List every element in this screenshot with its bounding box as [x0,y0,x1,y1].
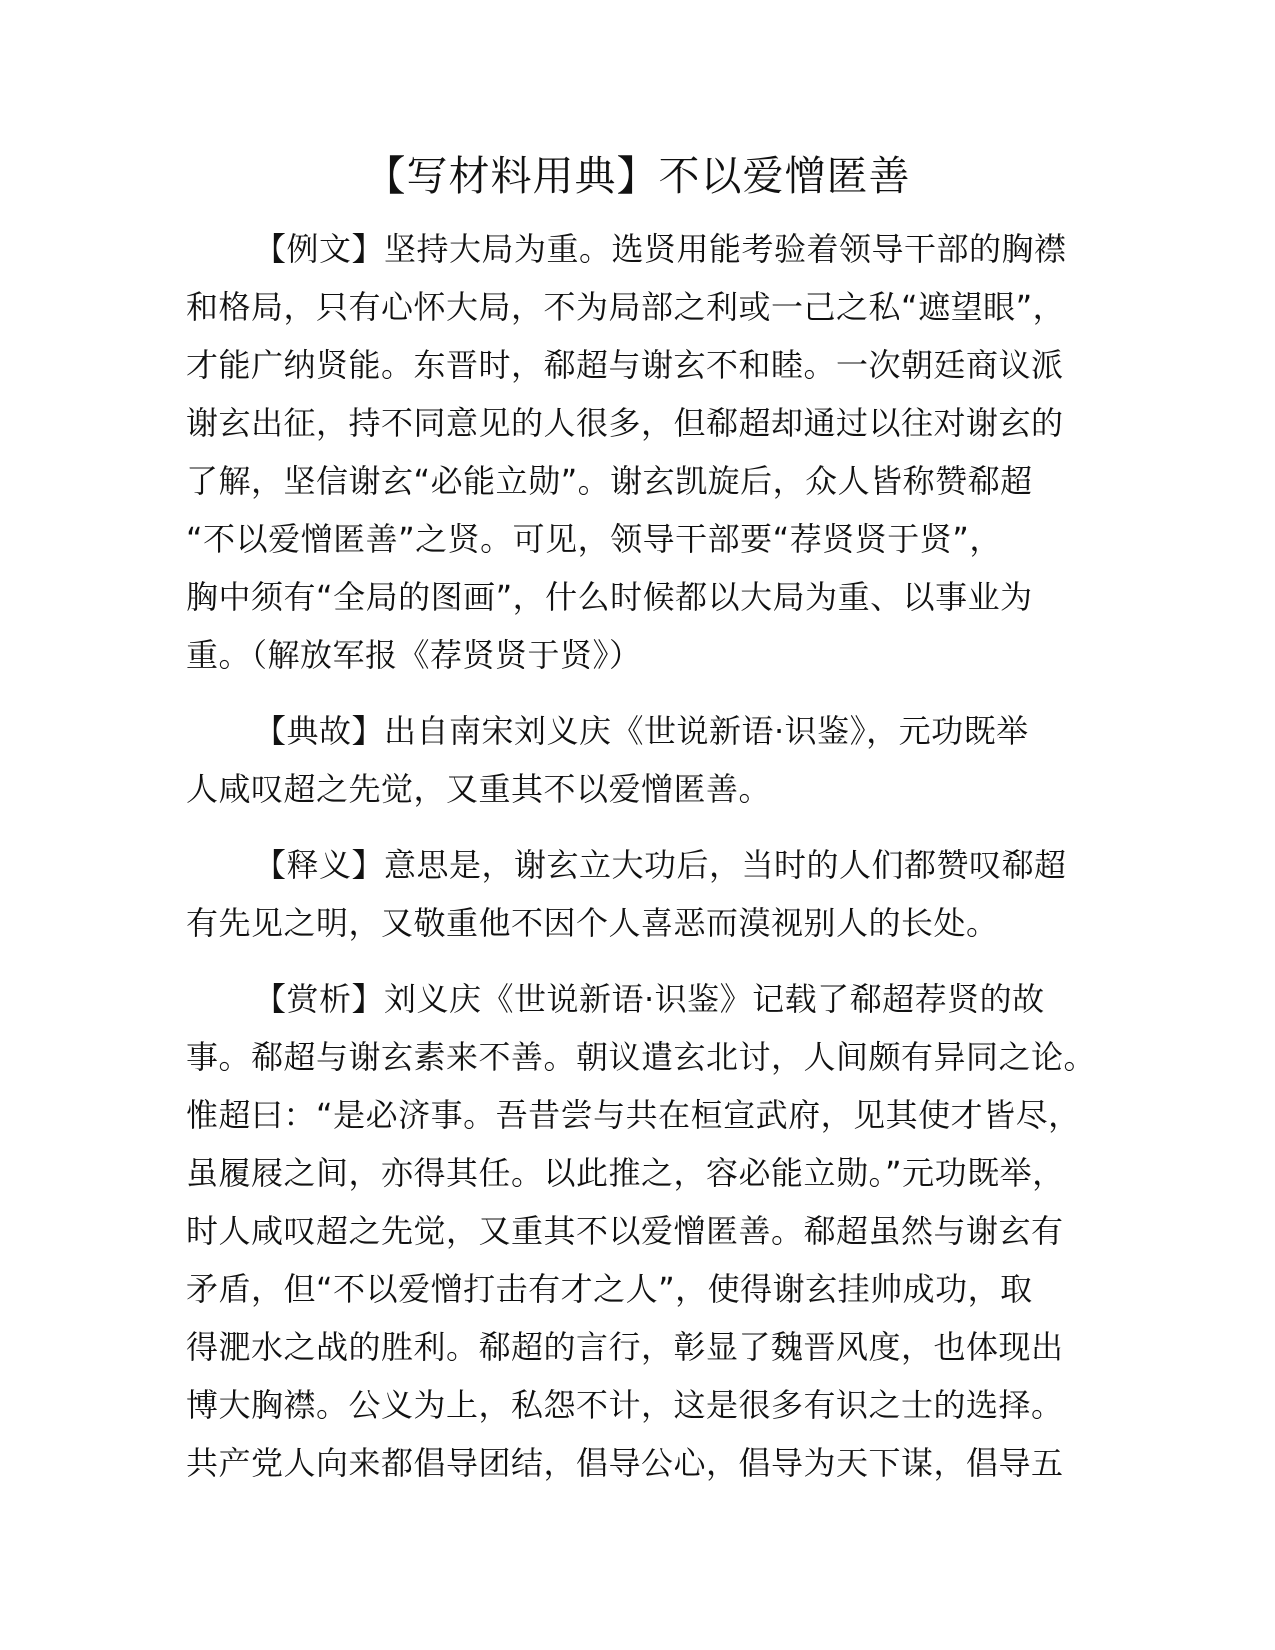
paragraph-meaning [186,836,1106,952]
paragraph-appreciation [186,970,1106,1492]
paragraph-line: 重。（解放军报《荐贤贤于贤》） [186,636,642,674]
paragraph-line: 矛盾，但“不以爱憎打击有才之人”，使得谢玄挂帅成功，取 [186,1270,1033,1308]
paragraph-line: 了解，坚信谢玄“必能立勋”。谢玄凯旋后，众人皆称赞郗超 [186,462,1033,500]
paragraph-line: 时人咸叹超之先觉，又重其不以爱憎匿善。郗超虽然与谢玄有 [186,1212,1064,1250]
document-title: 【写材料用典】不以爱憎匿善 [364,152,911,200]
paragraph-line: 虽履屐之间，亦得其任。以此推之，容必能立勋。”元功既举， [186,1154,1065,1192]
paragraph-line: 【典故】出自南宋刘义庆《世说新语·识鉴》，元功既举 [254,712,1029,750]
paragraph-line: 才能广纳贤能。东晋时，郗超与谢玄不和睦。一次朝廷商议派 [186,346,1064,384]
paragraph-line: “不以爱憎匿善”之贤。可见，领导干部要“荐贤贤于贤”， [186,520,1002,558]
document-body [186,220,1106,1492]
paragraph-line: 得淝水之战的胜利。郗超的言行，彰显了魏晋风度，也体现出 [186,1328,1064,1366]
paragraph-line: 有先见之明，又敬重他不因个人喜恶而漠视别人的长处。 [186,904,999,942]
paragraph-line: 胸中须有“全局的图画”，什么时候都以大局为重、以事业为 [186,578,1033,616]
paragraph-line: 【赏析】刘义庆《世说新语·识鉴》记载了郗超荐贤的故 [254,980,1045,1018]
paragraph-line: 谢玄出征，持不同意见的人很多，但郗超却通过以往对谢玄的 [186,404,1064,442]
paragraph-line: 和格局，只有心怀大局，不为局部之利或一己之私“遮望眼”， [186,288,1066,326]
paragraph-allusion [186,702,1106,818]
paragraph-line: 人咸叹超之先觉，又重其不以爱憎匿善。 [186,770,772,808]
paragraph-spacer [186,818,1106,836]
paragraph-line: 【释义】意思是，谢玄立大功后，当时的人们都赞叹郗超 [254,846,1067,884]
paragraph-line: 博大胸襟。公义为上，私怨不计，这是很多有识之士的选择。 [186,1386,1064,1424]
paragraph-spacer [186,952,1106,970]
paragraph-line: 惟超曰：“是必济事。吾昔尝与共在桓宣武府，见其使才皆尽， [186,1096,1081,1134]
paragraph-example [186,220,1106,684]
paragraph-line: 共产党人向来都倡导团结，倡导公心，倡导为天下谋，倡导五 [186,1444,1064,1482]
paragraph-line: 事。郗超与谢玄素来不善。朝议遣玄北讨，人间颇有异同之论。 [186,1038,1097,1076]
paragraph-line: 【例文】坚持大局为重。选贤用能考验着领导干部的胸襟 [254,230,1067,268]
paragraph-spacer [186,684,1106,702]
